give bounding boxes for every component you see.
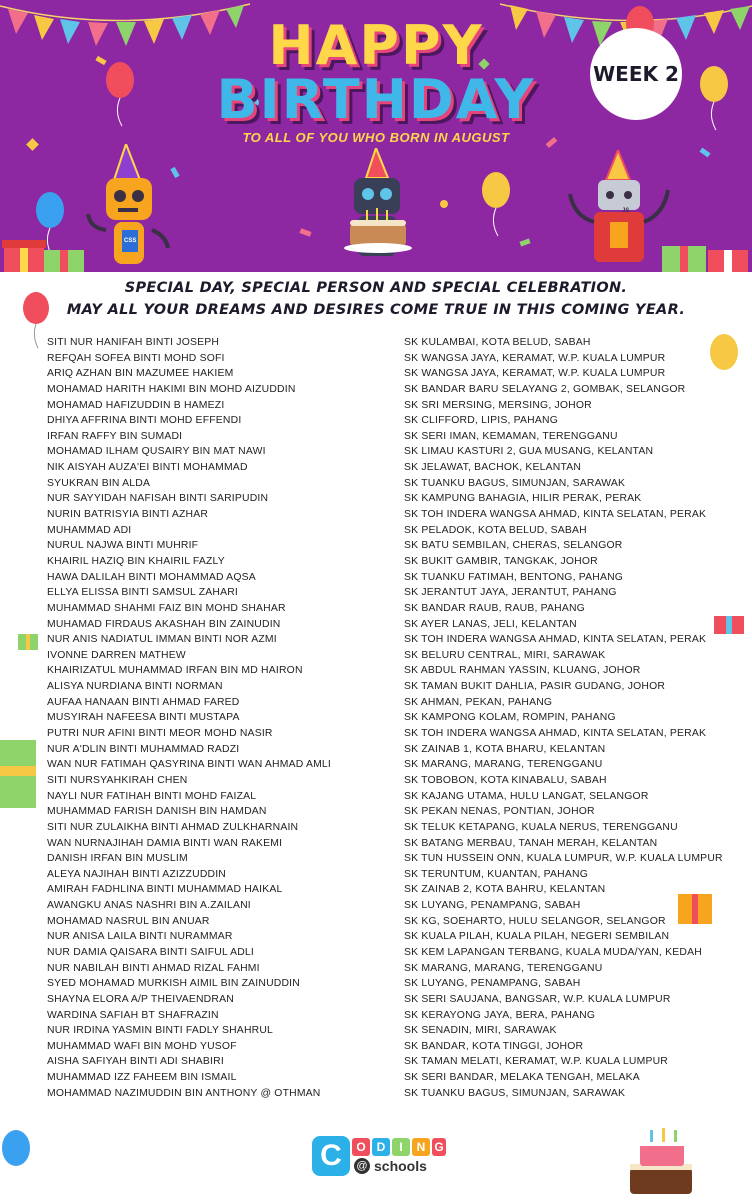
school-name: SK MARANG, MARANG, TERENGGANU [404, 759, 603, 771]
student-name: NUR IRDINA YASMIN BINTI FADLY SHAHRUL [47, 1025, 274, 1037]
student-name: MUHAMMAD FARISH DANISH BIN HAMDAN [47, 806, 267, 818]
school-name: SK SRI MERSING, MERSING, JOHOR [404, 399, 592, 411]
student-name: MUSYIRAH NAFEESA BINTI MUSTAPA [47, 712, 240, 724]
school-name: SK WANGSA JAYA, KERAMAT, W.P. KUALA LUMPUR [404, 368, 666, 380]
student-name: WAN NUR FATIMAH QASYRINA BINTI WAN AHMAD AMLI [47, 759, 331, 771]
message-line-2: MAY ALL YOUR DREAMS AND DESIRES COME TRUE IN THIS COMING YEAR. [66, 302, 686, 318]
student-name: KHAIRIZATUL MUHAMMAD IRFAN BIN MD HAIRON [47, 665, 303, 677]
confetti-decoration [299, 228, 311, 236]
school-name: SK BATANG MERBAU, TANAH MERAH, KELANTAN [404, 837, 658, 849]
confetti-decoration [699, 148, 710, 158]
school-name: SK BUKIT GAMBIR, TANGKAK, JOHOR [404, 555, 598, 567]
student-name: NURUL NAJWA BINTI MUHRIF [47, 540, 199, 552]
student-name: MUHAMAD FIRDAUS AKASHAH BIN ZAINUDIN [47, 618, 281, 630]
robot-right-illustration [564, 150, 674, 270]
student-name: MUHAMMAD ADI [47, 524, 132, 536]
student-name: NUR NABILAH BINTI AHMAD RIZAL FAHMI [47, 962, 260, 974]
school-name: SK KULAMBAI, KOTA BELUD, SABAH [404, 337, 591, 348]
student-name: SHAYNA ELORA A/P THEIVAENDRAN [47, 993, 234, 1005]
school-name: SK BANDAR BARU SELAYANG 2, GOMBAK, SELANGOR [404, 383, 686, 395]
cake-icon [626, 1128, 698, 1198]
student-name: ALISYA NURDIANA BINTI NORMAN [47, 681, 223, 693]
student-name: MOHAMAD NASRUL BIN ANUAR [47, 915, 210, 927]
names-list [47, 335, 331, 1101]
school-name: SK TUANKU BAGUS, SIMUNJAN, SARAWAK [404, 1087, 626, 1099]
student-name: SYUKRAN BIN ALDA [47, 477, 151, 489]
student-name: HAWA DALILAH BINTI MOHAMMAD AQSA [47, 571, 256, 583]
school-name: SK TOH INDERA WANGSA AHMAD, KINTA SELATAN, PERAK [404, 634, 707, 646]
student-name: SITI NUR HANIFAH BINTI JOSEPH [47, 337, 220, 348]
week-badge: WEEK 2 [590, 28, 682, 120]
student-name: IVONNE DARREN MATHEW [47, 649, 186, 661]
school-name: SK BELURU CENTRAL, MIRI, SARAWAK [404, 649, 606, 661]
student-name: IRFAN RAFFY BIN SUMADI [47, 430, 183, 442]
logo-d-tile: D [372, 1138, 390, 1156]
student-name: NIK AISYAH AUZA'EI BINTI MOHAMMAD [47, 462, 248, 474]
student-name: ELLYA ELISSA BINTI SAMSUL ZAHARI [47, 587, 238, 599]
school-name: SK KAMPUNG BAHAGIA, HILIR PERAK, PERAK [404, 493, 642, 505]
school-name: SK KUALA PILAH, KUALA PILAH, NEGERI SEMBILAN [404, 931, 670, 943]
school-name: SK SERI IMAN, KEMAMAN, TERENGGANU [404, 430, 618, 442]
gift-box-icon [16, 628, 40, 650]
school-name: SK LUYANG, PENAMPANG, SABAH [404, 978, 581, 990]
school-name: SK TAMAN BUKIT DAHLIA, PASIR GUDANG, JOHOR [404, 681, 666, 693]
school-name: SK PEKAN NENAS, PONTIAN, JOHOR [404, 806, 595, 818]
school-name: SK TOH INDERA WANGSA AHMAD, KINTA SELATAN, PERAK [404, 728, 707, 740]
student-name: REFQAH SOFEA BINTI MOHD SOFI [47, 352, 225, 364]
student-name: NAYLI NUR FATIHAH BINTI MOHD FAIZAL [47, 790, 257, 802]
school-name: SK TOH INDERA WANGSA AHMAD, KINTA SELATAN, PERAK [404, 509, 707, 521]
school-name: SK WANGSA JAYA, KERAMAT, W.P. KUALA LUMPUR [404, 352, 666, 364]
confetti-decoration [440, 200, 448, 208]
student-name: AUFAA HANAAN BINTI AHMAD FARED [47, 696, 240, 708]
balloon-icon [476, 170, 516, 240]
school-name: SK CLIFFORD, LIPIS, PAHANG [404, 415, 558, 427]
logo-at: @ [354, 1158, 370, 1174]
school-name: SK TUN HUSSEIN ONN, KUALA LUMPUR, W.P. KUALA LUMPUR [404, 853, 723, 865]
student-name: NUR ANISA LAILA BINTI NURAMMAR [47, 931, 233, 943]
student-name: MOHAMAD ILHAM QUSAIRY BIN MAT NAWI [47, 446, 266, 458]
school-name: SK ZAINAB 1, KOTA BHARU, KELANTAN [404, 743, 606, 755]
school-name: SK JELAWAT, BACHOK, KELANTAN [404, 462, 582, 474]
student-name: MUHAMMAD SHAHMI FAIZ BIN MOHD SHAHAR [47, 602, 286, 614]
css-badge: CSS [124, 238, 137, 244]
logo-o-tile: O [352, 1138, 370, 1156]
logo-i-tile: I [392, 1138, 410, 1156]
gift-box-icon [660, 236, 708, 272]
balloon-icon [0, 1130, 36, 1180]
school-name: SK LUYANG, PENAMPANG, SABAH [404, 900, 581, 912]
student-name: SITI NUR ZULAIKHA BINTI AHMAD ZULKHARNAIN [47, 821, 299, 833]
student-name: PUTRI NUR AFINI BINTI MEOR MOHD NASIR [47, 728, 273, 740]
school-name: SK LIMAU KASTURI 2, GUA MUSANG, KELANTAN [404, 446, 654, 458]
message-line-1: SPECIAL DAY, SPECIAL PERSON AND SPECIAL CELEBRATION. [124, 280, 628, 296]
student-name: AWANGKU ANAS NASHRI BIN A.ZAILANI [47, 900, 251, 912]
school-name: SK SENADIN, MIRI, SARAWAK [404, 1025, 557, 1037]
school-name: SK TUANKU BAGUS, SIMUNJAN, SARAWAK [404, 477, 626, 489]
header-banner [0, 0, 752, 272]
logo-g-tile: G [432, 1138, 446, 1156]
school-name: SK SERI BANDAR, MELAKA TENGAH, MELAKA [404, 1072, 640, 1084]
school-name: SK TELUK KETAPANG, KUALA NERUS, TERENGGANU [404, 821, 678, 833]
title-happy: HAPPY [268, 14, 484, 77]
confetti-decoration [519, 238, 530, 246]
school-name: SK KAJANG UTAMA, HULU LANGAT, SELANGOR [404, 790, 649, 802]
school-name: SK MARANG, MARANG, TERENGGANU [404, 962, 603, 974]
schools-list [404, 335, 723, 1101]
coding-schools-logo [312, 1136, 446, 1180]
school-name: SK SERI SAUJANA, BANGSAR, W.P. KUALA LUMPUR [404, 993, 671, 1005]
student-name: NUR SAYYIDAH NAFISAH BINTI SARIPUDIN [47, 493, 269, 505]
logo-n-tile: N [412, 1138, 430, 1156]
school-name: SK KEM LAPANGAN TERBANG, KUALA MUDA/YAN, KEDAH [404, 946, 702, 958]
gift-box-icon [706, 240, 750, 272]
subtitle: TO ALL OF YOU WHO BORN IN AUGUST [242, 130, 510, 145]
student-name: AMIRAH FADHLINA BINTI MUHAMMAD HAIKAL [47, 884, 283, 896]
student-name: NUR ANIS NADIATUL IMMAN BINTI NOR AZMI [47, 634, 277, 646]
school-name: SK KG, SOEHARTO, HULU SELANGOR, SELANGOR [404, 915, 666, 927]
student-name: NUR A'DLIN BINTI MUHAMMAD RADZI [47, 743, 240, 755]
school-name: SK PELADOK, KOTA BELUD, SABAH [404, 524, 587, 536]
school-name: SK TOBOBON, KOTA KINABALU, SABAH [404, 774, 607, 786]
student-name: AISHA SAFIYAH BINTI ADI SHABIRI [47, 1056, 224, 1068]
student-name: MUHAMMAD IZZ FAHEEM BIN ISMAIL [47, 1072, 237, 1084]
logo-c-letter: C [312, 1136, 350, 1176]
student-name: ARIQ AZHAN BIN MAZUMEE HAKIEM [47, 368, 234, 380]
student-name: DHIYA AFFRINA BINTI MOHD EFFENDI [47, 415, 242, 427]
student-name: SYED MOHAMAD MURKISH AIMIL BIN ZAINUDDIN [47, 978, 300, 990]
student-name: MOHAMAD HARITH HAKIMI BIN MOHD AIZUDDIN [47, 383, 296, 395]
gift-box-icon [0, 730, 40, 810]
gift-box-icon [2, 232, 46, 272]
robot-cake-illustration [340, 148, 420, 268]
student-name: DANISH IRFAN BIN MUSLIM [47, 853, 188, 865]
school-name: SK KERAYONG JAYA, BERA, PAHANG [404, 1009, 596, 1021]
school-name: SK JERANTUT JAYA, JERANTUT, PAHANG [404, 587, 617, 599]
school-name: SK KAMPONG KOLAM, ROMPIN, PAHANG [404, 712, 616, 724]
student-name: ALEYA NAJIHAH BINTI AZIZZUDDIN [47, 868, 227, 880]
logo-schools-word: schools [374, 1158, 427, 1174]
school-name: SK BANDAR RAUB, RAUB, PAHANG [404, 602, 585, 614]
gift-box-icon [42, 240, 86, 272]
robot-left-illustration [84, 144, 184, 272]
school-name: SK BATU SEMBILAN, CHERAS, SELANGOR [404, 540, 623, 552]
student-name: MOHAMAD HAFIZUDDIN B HAMEZI [47, 399, 225, 411]
school-name: SK TUANKU FATIMAH, BENTONG, PAHANG [404, 571, 624, 583]
school-name: SK BANDAR, KOTA TINGGI, JOHOR [404, 1040, 584, 1052]
school-name: SK TERUNTUM, KUANTAN, PAHANG [404, 868, 588, 880]
student-name: WAN NURNAJIHAH DAMIA BINTI WAN RAKEMI [47, 837, 283, 849]
student-name: WARDINA SAFIAH BT SHAFRAZIN [47, 1009, 219, 1021]
school-name: SK AHMAN, PEKAN, PAHANG [404, 696, 553, 708]
school-name: SK AYER LANAS, JELI, KELANTAN [404, 618, 577, 630]
js-badge: JS [622, 208, 630, 214]
school-name: SK ABDUL RAHMAN YASSIN, KLUANG, JOHOR [404, 665, 641, 677]
student-name: MUHAMMAD WAFI BIN MOHD YUSOF [47, 1040, 237, 1052]
student-name: NUR DAMIA QAISARA BINTI SAIFUL ADLI [47, 946, 254, 958]
student-name: KHAIRIL HAZIQ BIN KHAIRIL FAZLY [47, 555, 225, 567]
school-name: SK TAMAN MELATI, KERAMAT, W.P. KUALA LUMPUR [404, 1056, 668, 1068]
student-name: MOHAMMAD NAZIMUDDIN BIN ANTHONY @ OTHMAN [47, 1087, 321, 1099]
student-name: SITI NURSYAHKIRAH CHEN [47, 774, 188, 786]
school-name: SK ZAINAB 2, KOTA BAHRU, KELANTAN [404, 884, 606, 896]
title-birthday: BIRTHDAY [216, 68, 536, 131]
student-name: NURIN BATRISYIA BINTI AZHAR [47, 509, 209, 521]
